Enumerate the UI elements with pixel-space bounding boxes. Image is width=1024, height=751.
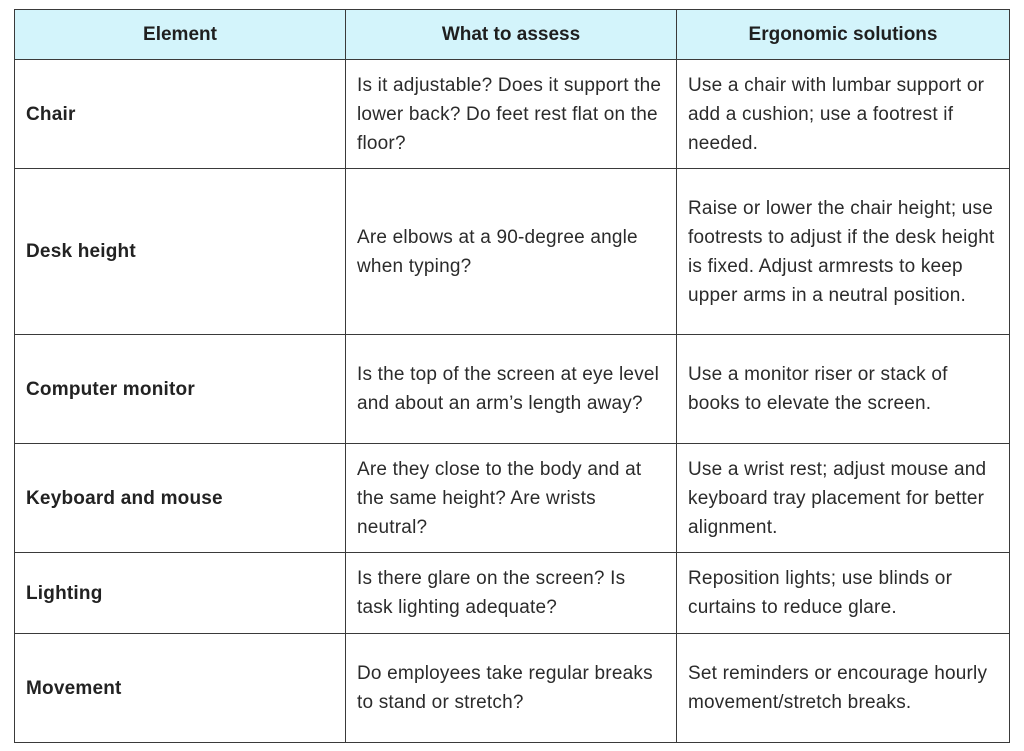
ergonomics-table: [14, 9, 1010, 743]
solution-cell: Use a monitor riser or stack of books to elevate the screen.: [677, 335, 1010, 444]
element-cell: Movement: [15, 634, 346, 743]
table-row: [15, 169, 1010, 335]
element-cell: Desk height: [15, 169, 346, 335]
element-cell: Keyboard and mouse: [15, 444, 346, 553]
element-cell: Lighting: [15, 553, 346, 634]
solution-cell: Use a chair with lumbar support or add a cushion; use a footrest if needed.: [677, 60, 1010, 169]
table-row: [15, 60, 1010, 169]
solution-cell: Reposition lights; use blinds or curtains to reduce glare.: [677, 553, 1010, 634]
assess-cell: Is there glare on the screen? Is task lighting adequate?: [346, 553, 677, 634]
header-ergonomic-solutions: Ergonomic solutions: [677, 10, 1010, 60]
header-what-to-assess: What to assess: [346, 10, 677, 60]
table-row: [15, 444, 1010, 553]
table-row: [15, 553, 1010, 634]
table-row: [15, 335, 1010, 444]
table-row: [15, 634, 1010, 743]
assess-cell: Is the top of the screen at eye level and about an arm’s length away?: [346, 335, 677, 444]
element-cell: Chair: [15, 60, 346, 169]
assess-cell: Are they close to the body and at the same height? Are wrists neutral?: [346, 444, 677, 553]
assess-cell: Is it adjustable? Does it support the lower back? Do feet rest flat on the floor?: [346, 60, 677, 169]
header-element: Element: [15, 10, 346, 60]
solution-cell: Use a wrist rest; adjust mouse and keyboard tray placement for better alignment.: [677, 444, 1010, 553]
element-cell: Computer monitor: [15, 335, 346, 444]
solution-cell: Set reminders or encourage hourly movement/stretch breaks.: [677, 634, 1010, 743]
assess-cell: Are elbows at a 90-degree angle when typing?: [346, 169, 677, 335]
solution-cell: Raise or lower the chair height; use footrests to adjust if the desk height is fixed. Adjust armrests to keep upper arms in a neutral position.: [677, 169, 1010, 335]
header-row: [15, 10, 1010, 60]
assess-cell: Do employees take regular breaks to stand or stretch?: [346, 634, 677, 743]
